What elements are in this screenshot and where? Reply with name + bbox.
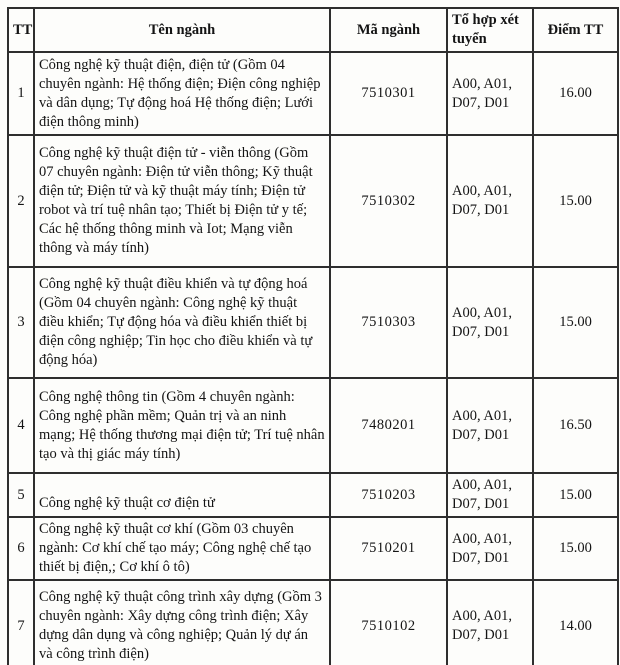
table-row bbox=[8, 378, 618, 473]
cell-score: 15.00 bbox=[533, 473, 618, 517]
column-header-tt: TT bbox=[8, 8, 34, 52]
cell-major-name: Công nghệ kỹ thuật điện, điện tử (Gồm 04 chuyên ngành: Hệ thống điện; Điện công nghiệp và dân dụng; Tự động hoá Hệ thống điện; Lưới điện thông minh) bbox=[34, 52, 330, 135]
cell-major-code: 7510303 bbox=[330, 267, 447, 378]
cell-tt: 1 bbox=[8, 52, 34, 135]
cell-major-code: 7480201 bbox=[330, 378, 447, 473]
column-header-major-name: Tên ngành bbox=[34, 8, 330, 52]
cell-exam-combination: A00, A01, D07, D01 bbox=[447, 473, 533, 517]
cell-exam-combination: A00, A01, D07, D01 bbox=[447, 52, 533, 135]
column-header-exam-combination: Tổ hợp xét tuyển bbox=[447, 8, 533, 52]
cell-score: 16.00 bbox=[533, 52, 618, 135]
cell-exam-combination: A00, A01, D07, D01 bbox=[447, 378, 533, 473]
cell-major-name: Công nghệ thông tin (Gồm 4 chuyên ngành: Công nghệ phần mềm; Quản trị và an ninh mạng; Hệ thống thương mại điện tử; Trí tuệ nhân tạo và thị giác máy tính) bbox=[34, 378, 330, 473]
table-row bbox=[8, 473, 618, 517]
column-header-score: Điểm TT bbox=[533, 8, 618, 52]
cell-major-name: Công nghệ kỹ thuật cơ điện tử bbox=[34, 473, 330, 517]
table-row bbox=[8, 267, 618, 378]
table-header-row bbox=[8, 8, 618, 52]
cell-exam-combination: A00, A01, D07, D01 bbox=[447, 517, 533, 580]
cell-tt: 6 bbox=[8, 517, 34, 580]
column-header-major-code: Mã ngành bbox=[330, 8, 447, 52]
cell-score: 14.00 bbox=[533, 580, 618, 665]
table-row bbox=[8, 52, 618, 135]
cell-tt: 7 bbox=[8, 580, 34, 665]
cell-major-name: Công nghệ kỹ thuật công trình xây dựng (Gồm 3 chuyên ngành: Xây dựng công trình điện; Xây dựng dân dụng và công nghiệp; Quản lý dự án và công trình điện) bbox=[34, 580, 330, 665]
table-row bbox=[8, 135, 618, 267]
cell-tt: 2 bbox=[8, 135, 34, 267]
cell-tt: 3 bbox=[8, 267, 34, 378]
cell-major-name: Công nghệ kỹ thuật điều khiển và tự động hoá (Gồm 04 chuyên ngành: Công nghệ kỹ thuật điều khiển; Tự động hóa và điều khiển thiết bị điện công nghiệp; Tin học cho điều khiển và tự động hóa) bbox=[34, 267, 330, 378]
admission-scores-table bbox=[7, 7, 619, 665]
cell-score: 15.00 bbox=[533, 267, 618, 378]
cell-score: 15.00 bbox=[533, 135, 618, 267]
cell-exam-combination: A00, A01, D07, D01 bbox=[447, 135, 533, 267]
table-row bbox=[8, 580, 618, 665]
cell-major-code: 7510203 bbox=[330, 473, 447, 517]
cell-score: 15.00 bbox=[533, 517, 618, 580]
cell-tt: 5 bbox=[8, 473, 34, 517]
cell-major-code: 7510102 bbox=[330, 580, 447, 665]
table-row bbox=[8, 517, 618, 580]
cell-exam-combination: A00, A01, D07, D01 bbox=[447, 580, 533, 665]
cell-major-code: 7510201 bbox=[330, 517, 447, 580]
cell-major-code: 7510302 bbox=[330, 135, 447, 267]
cell-major-name: Công nghệ kỹ thuật điện tử - viễn thông (Gồm 07 chuyên ngành: Điện tử viễn thông; Kỹ thuật điện tử; Điện tử và kỹ thuật máy tính; Điện tử robot và trí tuệ nhân tạo; Thiết bị Điện tử y tế; Các hệ thống thông minh và Iot; Mạng viễn thông và máy tính) bbox=[34, 135, 330, 267]
cell-major-name: Công nghệ kỹ thuật cơ khí (Gồm 03 chuyên ngành: Cơ khí chế tạo máy; Công nghệ chế tạo thiết bị điện,; Cơ khí ô tô) bbox=[34, 517, 330, 580]
cell-exam-combination: A00, A01, D07, D01 bbox=[447, 267, 533, 378]
cell-major-code: 7510301 bbox=[330, 52, 447, 135]
cell-score: 16.50 bbox=[533, 378, 618, 473]
cell-tt: 4 bbox=[8, 378, 34, 473]
